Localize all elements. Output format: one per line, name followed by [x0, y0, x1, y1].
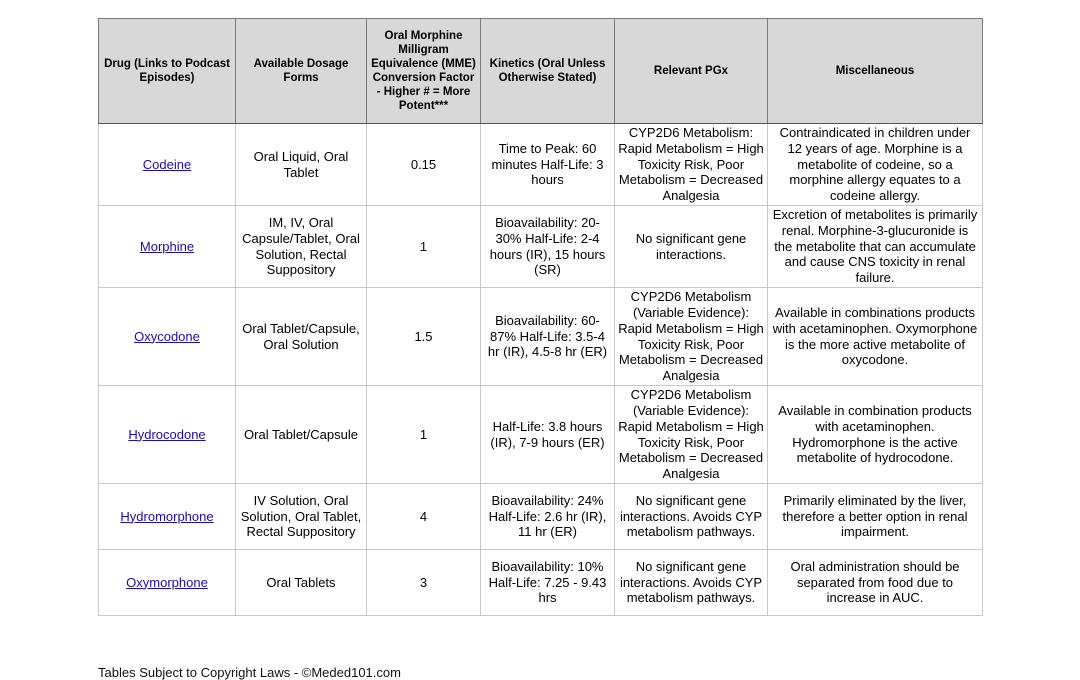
drug-link-hydromorphone[interactable]: Hydromorphone [120, 508, 214, 524]
pgx-cell: CYP2D6 Metabolism: Rapid Metabolism = High Toxicity Risk, Poor Metabolism = Decreased Analgesia [615, 124, 768, 206]
mme-cell: 1.5 [367, 288, 481, 386]
mme-cell: 3 [367, 550, 481, 616]
drug-cell [99, 550, 236, 616]
drug-link-hydrocodone[interactable]: Hydrocodone [128, 426, 206, 442]
header-miscellaneous: Miscellaneous [768, 19, 983, 124]
header-drug: Drug (Links to Podcast Episodes) [99, 19, 236, 124]
drug-cell [99, 206, 236, 288]
pgx-cell: No significant gene interactions. Avoids CYP metabolism pathways. [615, 550, 768, 616]
kinetics-cell: Bioavailability: 60-87% Half-Life: 3.5-4 hr (IR), 4.5-8 hr (ER) [481, 288, 615, 386]
mme-cell: 0.15 [367, 124, 481, 206]
drug-link-oxymorphone[interactable]: Oxymorphone [126, 574, 208, 590]
dosage-forms-cell: Oral Tablet/Capsule, Oral Solution [236, 288, 367, 386]
pgx-cell: CYP2D6 Metabolism (Variable Evidence): Rapid Metabolism = High Toxicity Risk, Poor Metabolism = Decreased Analgesia [615, 386, 768, 484]
dosage-forms-cell: Oral Tablets [236, 550, 367, 616]
misc-cell: Excretion of metabolites is primarily renal. Morphine-3-glucuronide is the metabolite that can accumulate and cause CNS toxicity in renal failure. [768, 206, 983, 288]
pgx-cell: No significant gene interactions. [615, 206, 768, 288]
dosage-forms-cell: Oral Tablet/Capsule [236, 386, 367, 484]
pgx-cell: CYP2D6 Metabolism (Variable Evidence): Rapid Metabolism = High Toxicity Risk, Poor Metabolism = Decreased Analgesia [615, 288, 768, 386]
table-row [99, 550, 983, 616]
table-row [99, 386, 983, 484]
header-kinetics: Kinetics (Oral Unless Otherwise Stated) [481, 19, 615, 124]
drug-cell [99, 288, 236, 386]
mme-cell: 1 [367, 386, 481, 484]
dosage-forms-cell: IM, IV, Oral Capsule/Tablet, Oral Solution, Rectal Suppository [236, 206, 367, 288]
kinetics-cell: Time to Peak: 60 minutes Half-Life: 3 hours [481, 124, 615, 206]
misc-cell: Primarily eliminated by the liver, therefore a better option in renal impairment. [768, 484, 983, 550]
header-mme: Oral Morphine Milligram Equivalence (MME) Conversion Factor - Higher # = More Potent*** [367, 19, 481, 124]
drug-cell [99, 386, 236, 484]
copyright-footer: Tables Subject to Copyright Laws - ©Meded101.com [98, 665, 401, 680]
table-row [99, 288, 983, 386]
misc-cell: Available in combinations products with acetaminophen. Oxymorphone is the more active metabolite of oxycodone. [768, 288, 983, 386]
drug-link-oxycodone[interactable]: Oxycodone [134, 328, 200, 344]
kinetics-cell: Bioavailability: 10% Half-Life: 7.25 - 9.43 hrs [481, 550, 615, 616]
opioid-comparison-table [98, 18, 983, 616]
table-row [99, 206, 983, 288]
header-pgx: Relevant PGx [615, 19, 768, 124]
kinetics-cell: Bioavailability: 24% Half-Life: 2.6 hr (IR), 11 hr (ER) [481, 484, 615, 550]
pgx-cell: No significant gene interactions. Avoids CYP metabolism pathways. [615, 484, 768, 550]
drug-cell [99, 124, 236, 206]
drug-link-morphine[interactable]: Morphine [139, 238, 195, 254]
table-row [99, 124, 983, 206]
misc-cell: Oral administration should be separated from food due to increase in AUC. [768, 550, 983, 616]
drug-cell [99, 484, 236, 550]
table-row [99, 484, 983, 550]
misc-cell: Contraindicated in children under 12 years of age. Morphine is a metabolite of codeine, so a morphine allergy equates to a codeine allergy. [768, 124, 983, 206]
kinetics-cell: Half-Life: 3.8 hours (IR), 7-9 hours (ER) [481, 386, 615, 484]
mme-cell: 4 [367, 484, 481, 550]
mme-cell: 1 [367, 206, 481, 288]
kinetics-cell: Bioavailability: 20-30% Half-Life: 2-4 hours (IR), 15 hours (SR) [481, 206, 615, 288]
table-header-row [99, 19, 983, 124]
drug-link-codeine[interactable]: Codeine [142, 156, 192, 172]
dosage-forms-cell: Oral Liquid, Oral Tablet [236, 124, 367, 206]
header-dosage-forms: Available Dosage Forms [236, 19, 367, 124]
dosage-forms-cell: IV Solution, Oral Solution, Oral Tablet, Rectal Suppository [236, 484, 367, 550]
misc-cell: Available in combination products with acetaminophen. Hydromorphone is the active metabolite of hydrocodone. [768, 386, 983, 484]
